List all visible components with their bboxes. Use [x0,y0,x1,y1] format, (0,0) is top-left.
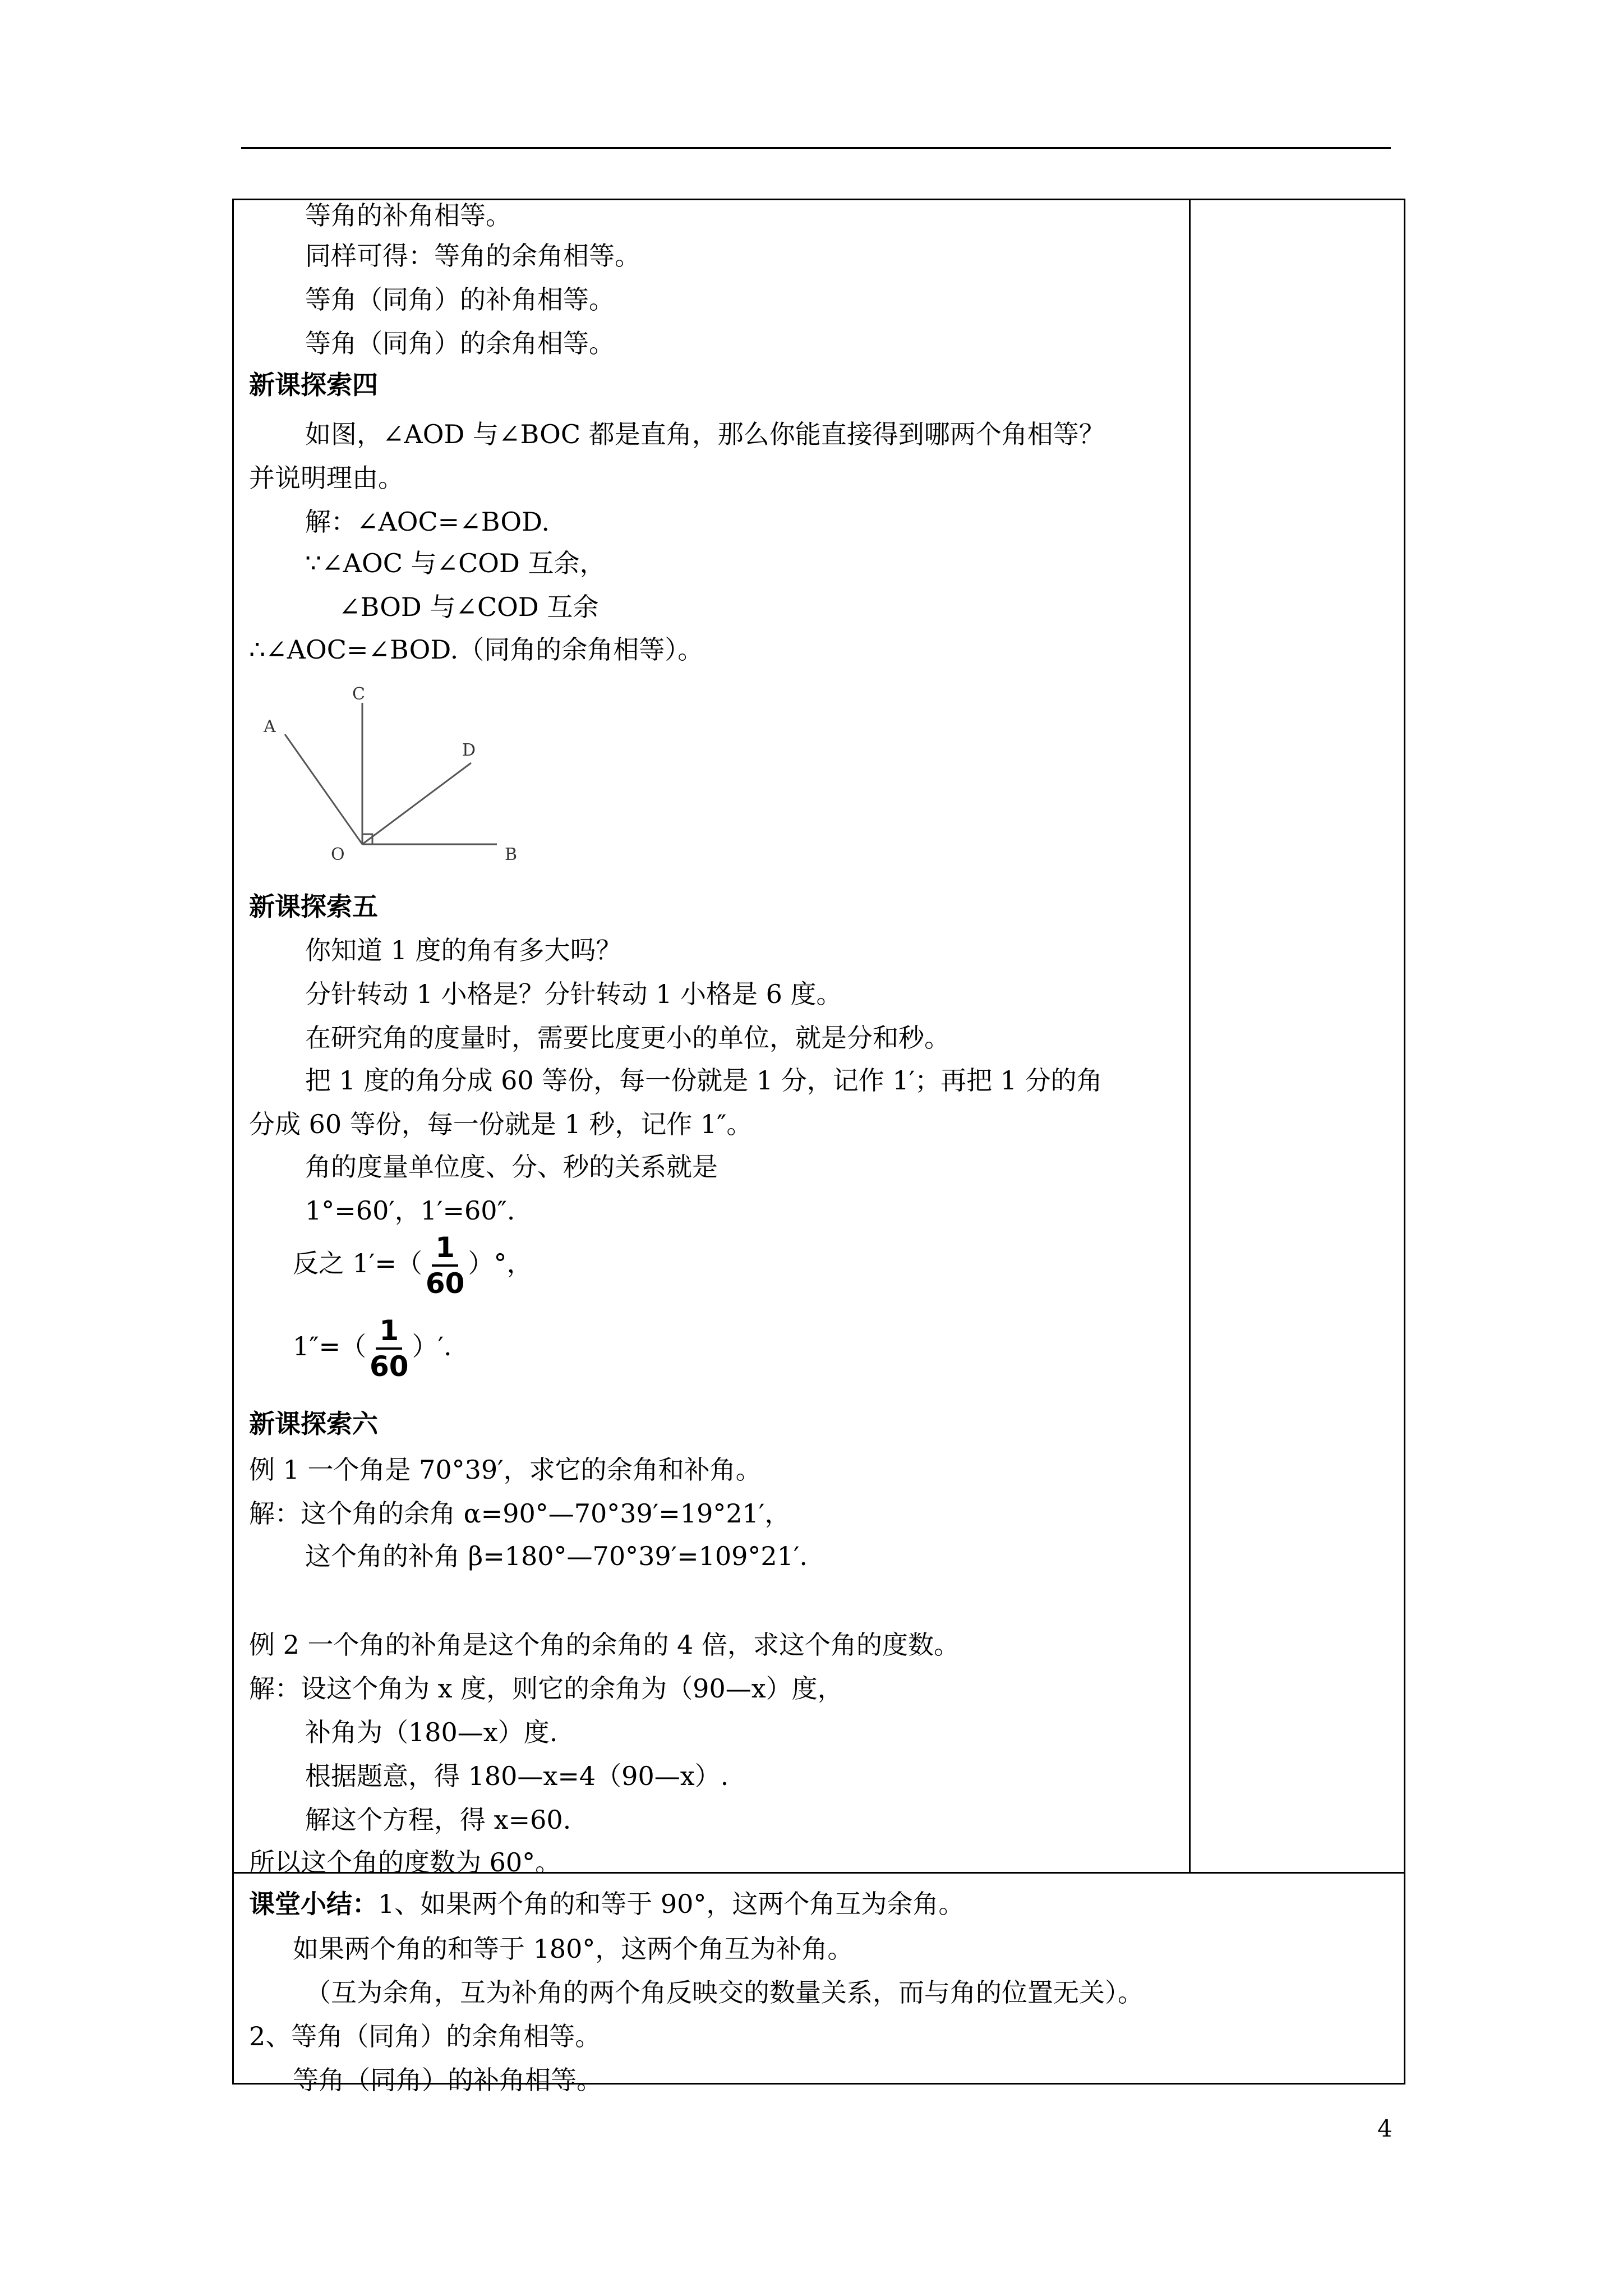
label-o: O [331,845,345,864]
text-line: 等角（同角）的补角相等。 [305,284,615,315]
text-line: 同样可得：等角的余角相等。 [305,241,640,271]
fraction-line [249,1314,452,1383]
text-line: 等角的补角相等。 [305,200,511,231]
section-heading-6: 新课探索六 [249,1409,378,1439]
text-line: 角的度量单位度、分、秒的关系就是 [305,1152,718,1182]
fraction-line [249,1231,532,1300]
text-line: ∠BOD 与∠COD 互余 [339,592,599,622]
ray-od [362,763,471,844]
text-line: 解这个方程，得 x=60. [305,1805,571,1835]
text-fragment: ）′. [412,1331,452,1361]
text-line: 等角（同角）的余角相等。 [305,328,615,358]
label-c: C [352,684,365,704]
text-line: 分成 60 等份，每一份就是 1 秒，记作 1″。 [249,1109,753,1139]
text-line: 把 1 度的角分成 60 等份，每一份就是 1 分，记作 1′；再把 1 分的角 [305,1065,1103,1096]
lesson-table [232,199,1405,2085]
text-line: 分针转动 1 小格是？分针转动 1 小格是 6 度。 [305,979,842,1009]
summary-label: 课堂小结： [249,1889,378,1919]
fraction-denominator: 60 [425,1267,465,1300]
angle-figure [252,682,533,867]
text-line: 你知道 1 度的角有多大吗？ [305,935,622,965]
header-rule [241,147,1391,149]
text-fragment: 1″=（ [293,1331,366,1361]
text-line: 1°=60′，1′=60″. [305,1195,515,1226]
text-fragment: 反之 1′=（ [293,1248,422,1278]
text-line: 解：这个角的余角 α=90°—70°39′=19°21′， [249,1498,791,1529]
text-line: ∵∠AOC 与∠COD 互余， [305,548,606,578]
page-number: 4 [1377,2115,1393,2142]
text-line: 如图，∠AOD 与∠BOC 都是直角，那么你能直接得到哪两个角相等？ [305,419,1105,449]
text-line: 例 1 一个角是 70°39′，求它的余角和补角。 [249,1455,762,1485]
text-line: 解：设这个角为 x 度，则它的余角为（90—x）度， [249,1673,843,1704]
label-b: B [505,845,518,864]
text-fragment: ）°， [468,1248,533,1278]
table-column-divider [1189,199,1191,1873]
text-line: 2、等角（同角）的余角相等。 [249,2021,601,2051]
text-line: 例 2 一个角的补角是这个角的余角的 4 倍，求这个角的度数。 [249,1630,960,1660]
label-d: D [462,740,476,760]
text-line: 这个角的补角 β=180°—70°39′=109°21′. [305,1541,808,1571]
text-line: 根据题意，得 180—x=4（90—x）. [305,1761,729,1791]
text-line: 解：∠AOC=∠BOD. [305,507,550,537]
fraction [426,1231,465,1300]
section-heading-4: 新课探索四 [249,370,378,400]
fraction-numerator: 1 [376,1314,402,1350]
fraction-denominator: 60 [370,1350,409,1383]
section-heading-5: 新课探索五 [249,891,378,922]
label-a: A [264,717,276,737]
text-line: 补角为（180—x）度. [305,1717,558,1747]
text-line: ∴∠AOC=∠BOD.（同角的余角相等）。 [249,634,704,665]
text-line: 等角（同角）的补角相等。 [293,2065,602,2095]
text-line: （互为余角，互为补角的两个角反映交的数量关系，而与角的位置无关）。 [305,1977,1144,2008]
fraction [370,1314,409,1383]
text-line: 如果两个角的和等于 180°，这两个角互为补角。 [293,1934,854,1964]
text-line: 在研究角的度量时，需要比度更小的单位，就是分和秒。 [305,1023,950,1053]
text-fragment: 1、如果两个角的和等于 90°，这两个角互为余角。 [378,1889,965,1919]
ray-oa [285,734,362,844]
fraction-numerator: 1 [432,1231,458,1267]
summary-line [249,1887,964,1921]
text-line: 所以这个角的度数为 60°。 [249,1847,561,1878]
text-line: 并说明理由。 [249,463,404,493]
